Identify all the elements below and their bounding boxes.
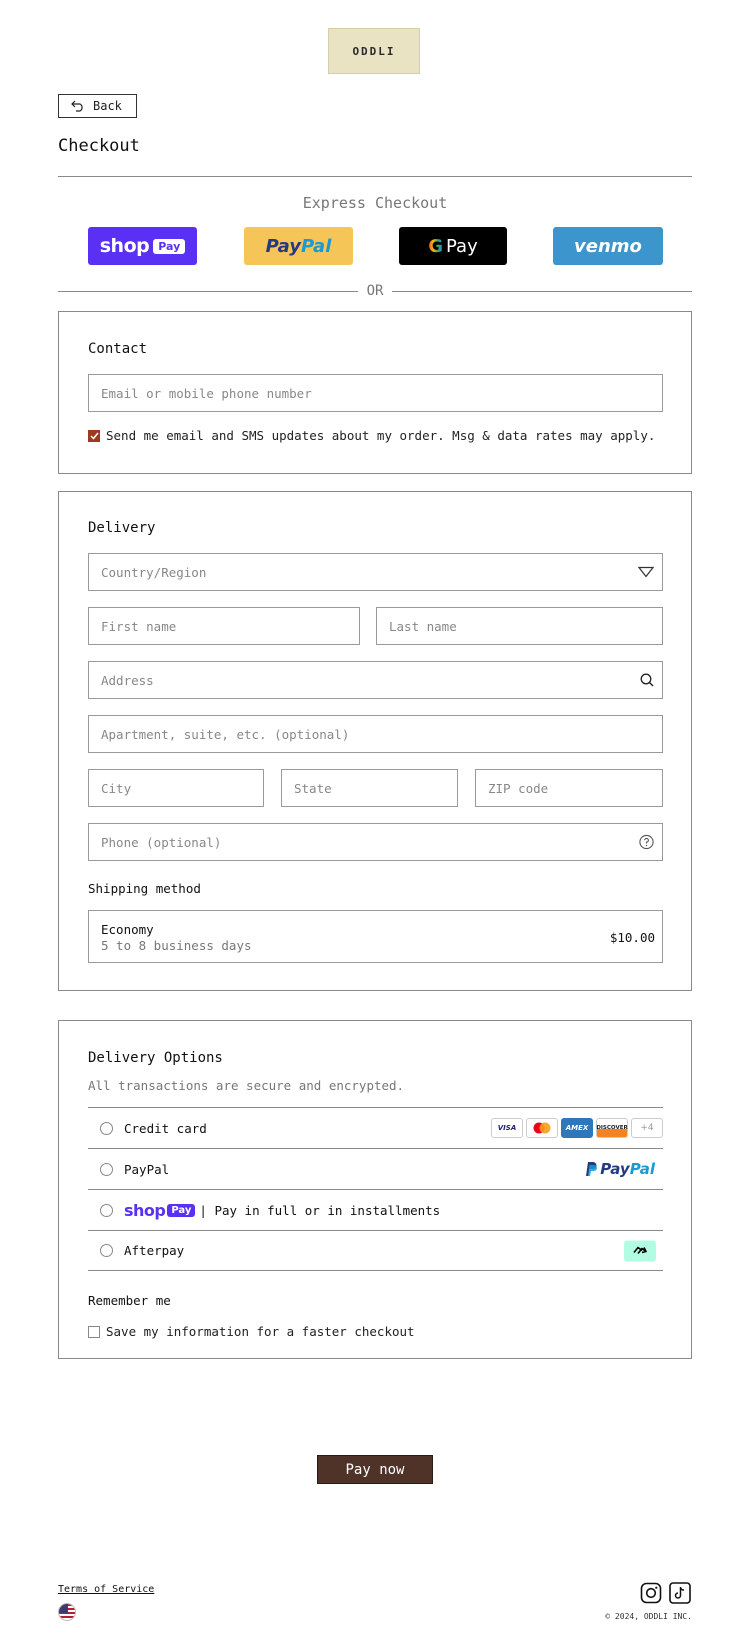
us-flag-icon[interactable] [58, 1603, 76, 1621]
address-field[interactable] [88, 661, 663, 699]
sms-updates-row[interactable] [88, 428, 655, 443]
credit-card-label: Credit card [124, 1120, 207, 1136]
express-checkout-label: Express Checkout [302, 194, 448, 212]
paypal-label: PayPal [124, 1161, 170, 1177]
contact-title: Contact [88, 341, 148, 357]
or-line-left [58, 291, 358, 292]
venmo-button[interactable] [553, 227, 663, 265]
payment-option-shop-pay[interactable] [88, 1189, 663, 1230]
amex-text: AMEX [565, 1124, 589, 1132]
credit-card-radio[interactable] [100, 1122, 113, 1135]
apartment-placeholder: Apartment, suite, etc. (optional) [101, 726, 350, 742]
or-line-right [392, 291, 692, 292]
shipping-method-title: Shipping method [88, 881, 201, 896]
paypal-logo-icon [583, 1160, 655, 1178]
email-field[interactable] [88, 374, 663, 412]
checkmark-icon [90, 432, 99, 440]
remember-me-title: Remember me [88, 1293, 171, 1308]
country-placeholder: Country/Region [101, 564, 207, 580]
chevron-down-icon [638, 567, 654, 578]
divider [58, 176, 692, 177]
page-title: Checkout [58, 136, 140, 156]
zip-placeholder: ZIP code [488, 780, 549, 796]
secure-note: All transactions are secure and encrypted. [88, 1078, 405, 1093]
or-label: OR [366, 283, 384, 299]
delivery-section [58, 491, 692, 991]
sms-updates-label: Send me email and SMS updates about my order. Msg & data rates may apply. [106, 428, 656, 443]
country-select[interactable] [88, 553, 663, 591]
afterpay-radio[interactable] [100, 1244, 113, 1257]
visa-icon [491, 1118, 523, 1138]
tiktok-icon[interactable] [669, 1582, 691, 1604]
more-cards-badge: +4 [631, 1118, 663, 1138]
back-arrow-icon [71, 100, 85, 112]
apartment-field[interactable] [88, 715, 663, 753]
shop-pay-label: | Pay in full or in installments [199, 1202, 441, 1218]
city-field[interactable] [88, 769, 264, 807]
copyright-text: © 2024, ODDLI INC. [605, 1612, 692, 1621]
delivery-options-title: Delivery Options [88, 1050, 223, 1066]
address-placeholder: Address [101, 672, 154, 688]
visa-text: VISA [497, 1124, 517, 1132]
shop-pay-inline-badge: Pay [167, 1204, 195, 1217]
shipping-option-economy[interactable] [88, 910, 663, 963]
afterpay-label: Afterpay [124, 1243, 185, 1258]
google-pay-text: Pay [446, 235, 478, 257]
email-placeholder: Email or mobile phone number [101, 385, 312, 401]
paypal-logo-pal: Pal [629, 1160, 655, 1178]
terms-of-service-link[interactable]: Terms of Service [58, 1584, 155, 1595]
contact-section [58, 311, 692, 474]
search-icon[interactable] [640, 673, 654, 687]
state-placeholder: State [294, 780, 332, 796]
shipping-eta: 5 to 8 business days [101, 938, 252, 953]
google-pay-button[interactable] [399, 227, 507, 265]
state-field[interactable] [281, 769, 458, 807]
first-name-placeholder: First name [101, 618, 177, 634]
paypal-wordmark-pal: Pal [301, 235, 332, 257]
payment-option-credit-card[interactable] [88, 1107, 663, 1148]
shipping-price: $10.00 [609, 930, 655, 945]
phone-placeholder: Phone (optional) [101, 834, 222, 850]
paypal-logo-pay: Pay [600, 1160, 630, 1178]
venmo-wordmark: venmo [574, 235, 642, 257]
shop-pay-wordmark: shop [99, 235, 150, 257]
paypal-radio[interactable] [100, 1163, 113, 1176]
discover-icon [596, 1118, 628, 1138]
remember-me-label: Save my information for a faster checkout [106, 1324, 415, 1339]
last-name-placeholder: Last name [389, 618, 457, 634]
remember-me-checkbox[interactable] [88, 1326, 100, 1338]
payment-option-afterpay[interactable] [88, 1230, 663, 1271]
shipping-name: Economy [101, 922, 154, 937]
phone-field[interactable] [88, 823, 663, 861]
or-divider [58, 283, 692, 303]
brand-logo-text: ODDLI [352, 44, 396, 58]
amex-icon [561, 1118, 593, 1138]
afterpay-logo-icon [624, 1240, 656, 1261]
google-g-icon: G [428, 235, 444, 257]
brand-logo[interactable] [328, 28, 420, 74]
pay-now-button[interactable]: Pay now [317, 1455, 433, 1484]
delivery-options-section [58, 1020, 692, 1359]
back-button[interactable] [58, 94, 137, 118]
paypal-express-button[interactable] [244, 227, 353, 265]
remember-me-row[interactable] [88, 1324, 415, 1339]
city-placeholder: City [101, 780, 132, 796]
first-name-field[interactable] [88, 607, 360, 645]
help-icon[interactable] [639, 835, 654, 850]
zip-field[interactable] [475, 769, 663, 807]
delivery-title: Delivery [88, 520, 156, 536]
mastercard-icon [526, 1118, 558, 1138]
shop-pay-badge: Pay [153, 239, 185, 254]
shop-pay-button[interactable] [88, 227, 197, 265]
payment-option-paypal[interactable] [88, 1148, 663, 1189]
back-button-label: Back [93, 99, 122, 113]
paypal-wordmark-pay: Pay [265, 235, 301, 257]
shop-pay-inline-wordmark: shop [124, 1200, 166, 1220]
sms-updates-checkbox[interactable] [88, 430, 100, 442]
instagram-icon[interactable] [640, 1582, 662, 1604]
last-name-field[interactable] [376, 607, 663, 645]
shop-pay-radio[interactable] [100, 1204, 113, 1217]
discover-text: DISCOVER [596, 1125, 628, 1131]
